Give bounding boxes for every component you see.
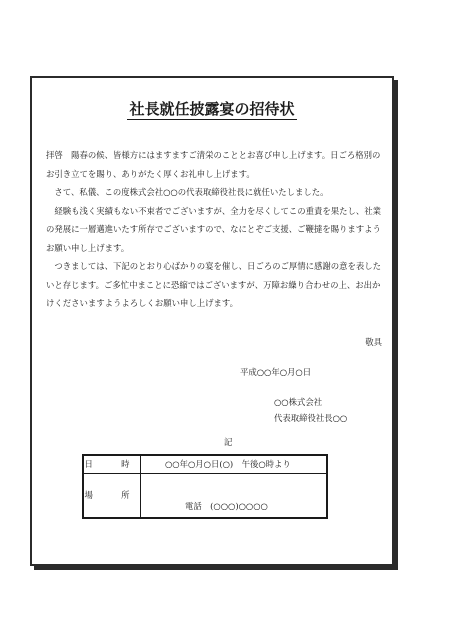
place-label: 場 所 <box>83 473 141 518</box>
company-name: ○○株式会社 <box>274 397 323 407</box>
place-row <box>83 473 327 518</box>
invitation-paragraph: つきましては、下記のとおり心ばかりの宴を催し、日ごろのご厚情に感謝の意を表したいと存じます。ご多忙中まことに恐縮ではございますが、万障お繰り合わせの上、お出かけくださいますようよろしくお願い申し上げます。 <box>46 261 382 308</box>
datetime-value: ○○年○月○日(○) 午後○時より <box>141 455 328 473</box>
closing-remark: 敬具 <box>365 337 382 347</box>
letter-body <box>46 146 382 313</box>
letter-date: 平成○○年○月○日 <box>240 367 312 377</box>
place-value: 電話 (○○○)○○○○ <box>141 473 328 518</box>
datetime-label: 日 時 <box>83 455 141 473</box>
announcement-paragraph: さて、私儀、この度株式会社○○の代表取締役社長に就任いたしました。 <box>54 187 329 197</box>
commitment-paragraph: 経験も浅く実績もない不束者でございますが、全力を尽くしてこの重責を果たし、社業の発展に一層邁進いたす所存でございますので、なにとぞご支援、ご鞭撻を賜りますようお願い申し上げます。 <box>46 205 382 253</box>
document-title: 社長就任披露宴の招待状 <box>129 100 295 118</box>
datetime-row <box>83 455 327 473</box>
invitation-frame <box>30 76 394 566</box>
ki-heading: 記 <box>224 437 233 447</box>
president-title: 代表取締役社長○○ <box>274 413 348 423</box>
event-details-table <box>82 454 328 519</box>
greeting-paragraph: 拝啓 陽春の候、皆様方にはますますご清栄のこととお喜び申し上げます。日ごろ格別のお引き立てを賜り、ありがたく厚くお礼申し上げます。 <box>46 150 381 179</box>
